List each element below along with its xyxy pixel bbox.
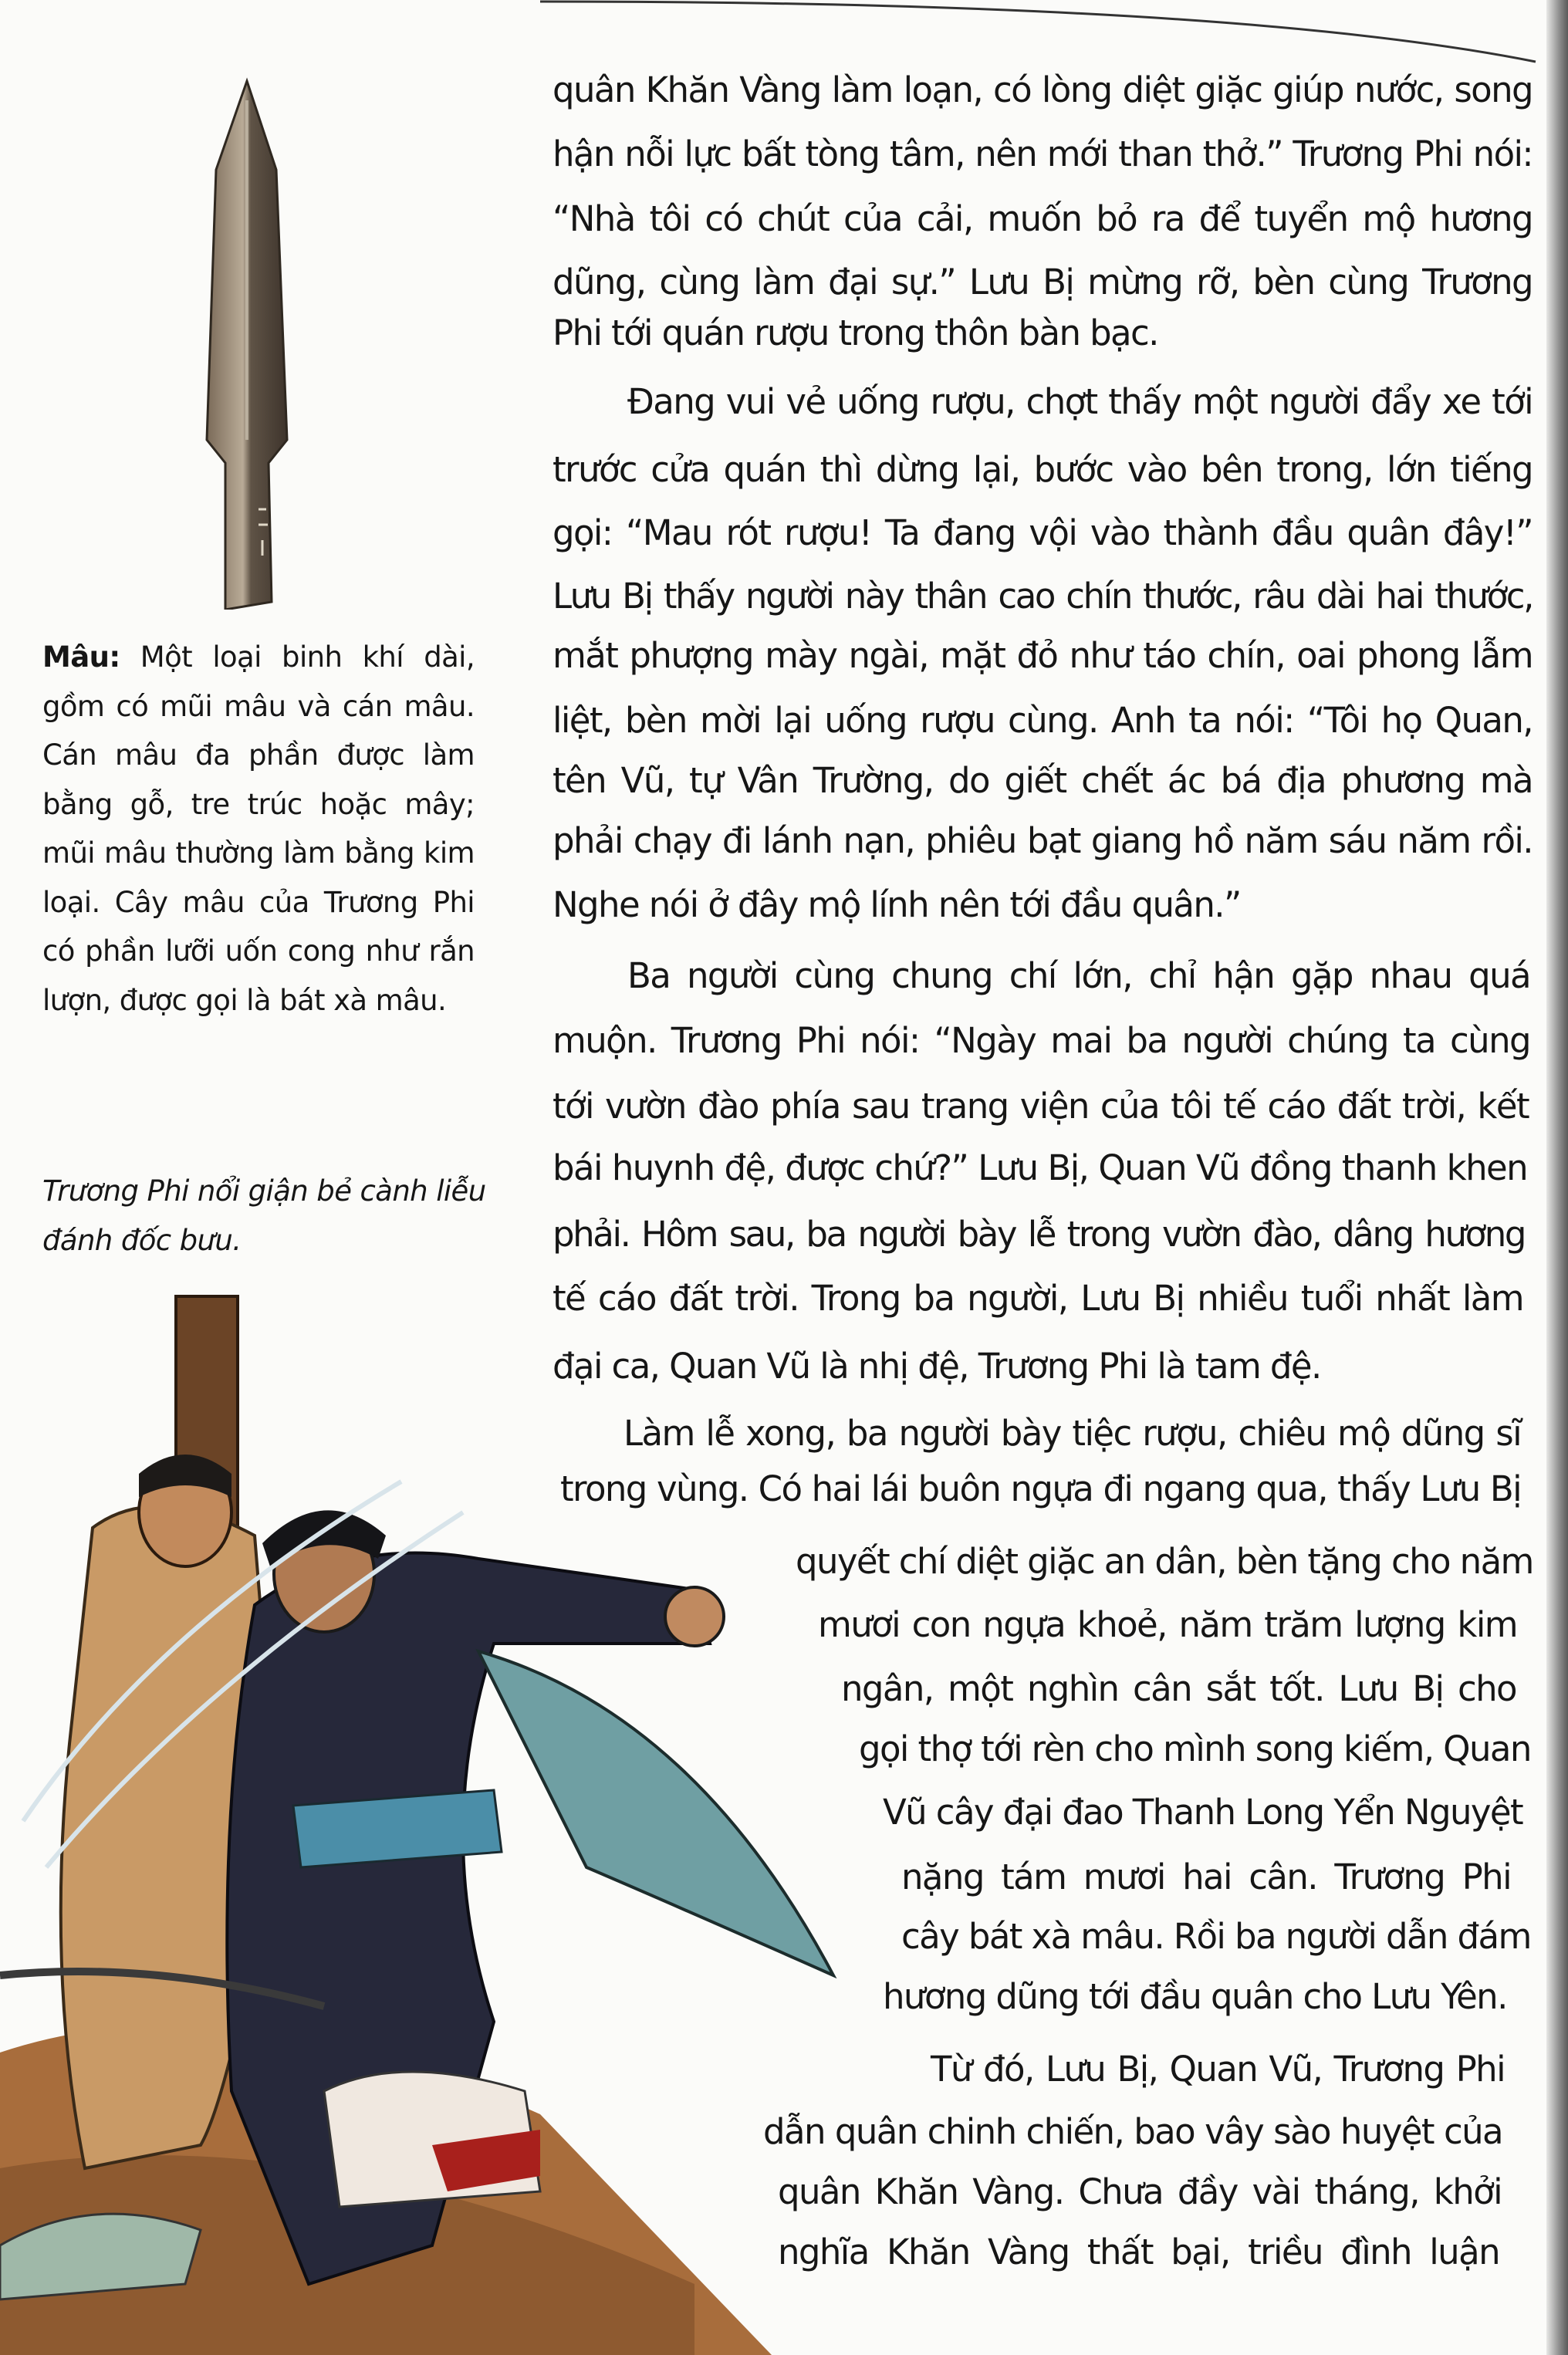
- body-text-line: Từ đó, Lưu Bị, Quan Vũ, Trương Phi: [931, 2049, 1505, 2090]
- definition-line: bằng gỗ, tre trúc hoặc mây;: [42, 787, 475, 821]
- body-text-line: quyết chí diệt giặc an dân, bèn tặng cho năm: [796, 1541, 1533, 1582]
- body-text-line: nặng tám mươi hai cân. Trương Phi: [901, 1857, 1511, 1897]
- spear-head-image: [185, 77, 309, 610]
- body-text-line: gọi: “Mau rót rượu! Ta đang vội vào thành đầu quân đây!”: [553, 512, 1533, 553]
- body-text-line: bái huynh đệ, được chứ?” Lưu Bị, Quan Vũ đồng thanh khen: [553, 1147, 1527, 1188]
- definition-line: Một loại binh khí dài,: [120, 640, 475, 674]
- body-text-line: ngân, một nghìn cân sắt tốt. Lưu Bị cho: [841, 1668, 1516, 1709]
- body-text-line: Làm lễ xong, ba người bày tiệc rượu, chiêu mộ dũng sĩ: [623, 1413, 1521, 1454]
- body-text-line: nghĩa Khăn Vàng thất bại, triều đình luận: [778, 2232, 1499, 2272]
- body-text-line: hận nỗi lực bất tòng tâm, nên mới than thở.” Trương Phi nói:: [553, 133, 1533, 174]
- definition-line: lượn, được gọi là bát xà mâu.: [42, 983, 447, 1017]
- body-text-line: liệt, bèn mời lại uống rượu cùng. Anh ta nói: “Tôi họ Quan,: [553, 700, 1533, 741]
- body-text-line: tế cáo đất trời. Trong ba người, Lưu Bị nhiều tuổi nhất làm: [553, 1278, 1523, 1319]
- body-text-line: phải chạy đi lánh nạn, phiêu bạt giang hồ năm sáu năm rồi.: [553, 820, 1533, 861]
- page-curl-line: [540, 0, 1543, 69]
- body-text-line: Ba người cùng chung chí lớn, chỉ hận gặp nhau quá: [627, 955, 1530, 996]
- body-text-line: tới vườn đào phía sau trang viện của tôi tế cáo đất trời, kết: [553, 1086, 1529, 1127]
- body-text-line: gọi thợ tới rèn cho mình song kiếm, Quan: [859, 1728, 1531, 1769]
- body-text-line: quân Khăn Vàng. Chưa đầy vài tháng, khởi: [778, 2171, 1502, 2212]
- body-text-line: mươi con ngựa khoẻ, năm trăm lượng kim: [818, 1604, 1517, 1645]
- body-text-line: dẫn quân chinh chiến, bao vây sào huyệt của: [763, 2111, 1502, 2152]
- body-text-line: “Nhà tôi có chút của cải, muốn bỏ ra để tuyển mộ hương: [553, 198, 1533, 239]
- body-text-line: Lưu Bị thấy người này thân cao chín thước, râu dài hai thước,: [553, 576, 1533, 617]
- body-text-line: đại ca, Quan Vũ là nhị đệ, Trương Phi là tam đệ.: [553, 1346, 1321, 1387]
- caption-line: đánh đốc bưu.: [42, 1223, 242, 1257]
- caption-line: Trương Phi nổi giận bẻ cành liễu: [42, 1174, 486, 1208]
- body-text-line: Nghe nói ở đây mộ lính nên tới đầu quân.”: [553, 884, 1241, 925]
- definition-line: loại. Cây mâu của Trương Phi: [42, 885, 475, 919]
- body-text-line: Đang vui vẻ uống rượu, chợt thấy một người đẩy xe tới: [627, 381, 1533, 422]
- definition-term: Mâu:: [42, 640, 120, 674]
- definition-line: Cán mâu đa phần được làm: [42, 738, 475, 772]
- body-text-line: cây bát xà mâu. Rồi ba người dẫn đám: [901, 1916, 1531, 1957]
- body-text-line: Phi tới quán rượu trong thôn bàn bạc.: [553, 313, 1158, 353]
- body-text-line: trước cửa quán thì dừng lại, bước vào bên trong, lớn tiếng: [553, 449, 1533, 490]
- illustration-caption: [42, 1167, 486, 1265]
- definition-line: mũi mâu thường làm bằng kim: [42, 836, 475, 870]
- body-text-line: phải. Hôm sau, ba người bày lễ trong vườn đào, dâng hương: [553, 1214, 1525, 1255]
- page-edge-shadow: [1546, 0, 1568, 2355]
- body-text-line: tên Vũ, tự Vân Trường, do giết chết ác bá địa phương mà: [553, 760, 1533, 801]
- body-text-line: trong vùng. Có hai lái buôn ngựa đi ngang qua, thấy Lưu Bị: [560, 1468, 1521, 1509]
- body-text-line: mắt phượng mày ngài, mặt đỏ như táo chín, oai phong lẫm: [553, 635, 1533, 676]
- spear-definition: [42, 633, 475, 1025]
- body-text-line: hương dũng tới đầu quân cho Lưu Yên.: [883, 1976, 1507, 2017]
- definition-line: có phần lưỡi uốn cong như rắn: [42, 934, 475, 968]
- definition-line: gồm có mũi mâu và cán mâu.: [42, 689, 475, 723]
- body-text-line: quân Khăn Vàng làm loạn, có lòng diệt giặc giúp nước, song: [553, 69, 1533, 110]
- body-text-line: Vũ cây đại đao Thanh Long Yển Nguyệt: [883, 1792, 1523, 1833]
- body-text-line: dũng, cùng làm đại sự.” Lưu Bị mừng rỡ, bèn cùng Trương: [553, 262, 1533, 302]
- body-text-line: muộn. Trương Phi nói: “Ngày mai ba người chúng ta cùng: [553, 1020, 1530, 1061]
